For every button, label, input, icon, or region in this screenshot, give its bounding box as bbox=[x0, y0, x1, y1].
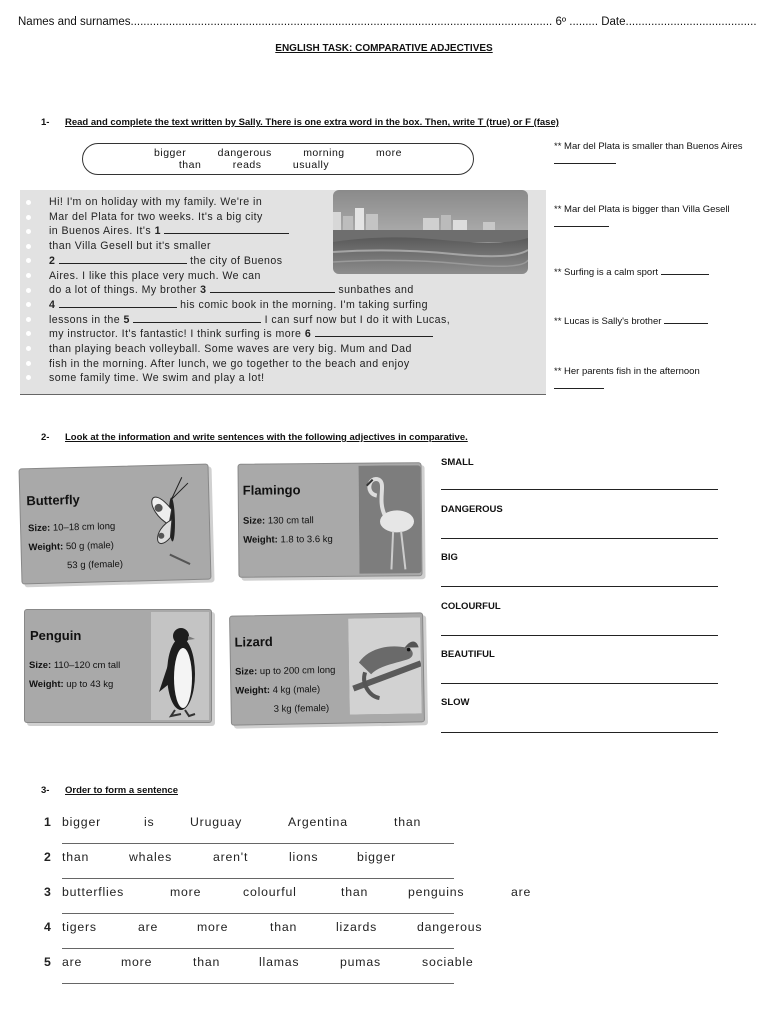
names-field[interactable]: .................................................................................................................................... bbox=[130, 16, 553, 28]
word: penguins bbox=[408, 885, 465, 899]
word-chip: dangerous bbox=[217, 147, 272, 159]
word: colourful bbox=[243, 885, 297, 899]
card-info: Size: up to 200 cm long Weight: 4 kg (male) 3 kg (female) bbox=[234, 664, 336, 715]
tf-answer-3[interactable] bbox=[661, 265, 709, 275]
gap-2[interactable] bbox=[59, 254, 187, 264]
ex3-heading bbox=[41, 785, 178, 796]
tf-statement-3: ** Surfing is a calm sport bbox=[554, 265, 764, 280]
penguin-card bbox=[24, 609, 212, 723]
word-chip: morning bbox=[303, 147, 345, 159]
text-line: than Villa Gesell but it's smaller bbox=[49, 240, 211, 253]
card-name: Flamingo bbox=[242, 482, 301, 498]
word-box-row-1 bbox=[83, 147, 473, 159]
text-line: some family time. We swim and play a lot! bbox=[49, 372, 265, 385]
adjective-beautiful: BEAUTIFUL bbox=[441, 649, 495, 660]
tf-answer-1[interactable] bbox=[554, 154, 616, 164]
card-info: Size: 10–18 cm long Weight: 50 g (male) 53 g (female) bbox=[27, 520, 124, 572]
adjective-colourful: COLOURFUL bbox=[441, 601, 501, 612]
word: tigers bbox=[62, 920, 97, 934]
lizard-illustration bbox=[348, 617, 422, 714]
text-line: Hi! I'm on holiday with my family. We're in bbox=[49, 196, 263, 208]
adjective-small: SMALL bbox=[441, 457, 474, 468]
word: bigger bbox=[357, 850, 396, 864]
word: more bbox=[121, 955, 153, 969]
ex1-heading bbox=[41, 117, 559, 128]
flamingo-card bbox=[238, 462, 423, 578]
text-line: Mar del Plata for two weeks. It's a big city bbox=[49, 210, 263, 223]
tf-statement-5: ** Her parents fish in the afternoon bbox=[554, 365, 744, 394]
gap-number-5: 5 bbox=[123, 313, 130, 326]
word: than bbox=[193, 955, 221, 969]
word: is bbox=[144, 815, 155, 829]
adjective-slow: SLOW bbox=[441, 697, 470, 708]
answer-line-beautiful[interactable] bbox=[441, 683, 718, 684]
gap-number-4: 4 bbox=[49, 298, 56, 311]
tf-statement-2: ** Mar del Plata is bigger than Villa Gesell bbox=[554, 203, 754, 232]
word-chip: usually bbox=[292, 159, 330, 171]
answer-line-big[interactable] bbox=[441, 586, 718, 587]
gap-6[interactable] bbox=[315, 327, 433, 337]
page-title: ENGLISH TASK: COMPARATIVE ADJECTIVES bbox=[275, 43, 493, 54]
date-label: Date bbox=[601, 16, 626, 28]
gap-number-6: 6 bbox=[304, 328, 312, 341]
word: than bbox=[341, 885, 369, 899]
word: are bbox=[138, 920, 159, 934]
text-line: fish in the morning. After lunch, we go together to the beach and enjoy bbox=[49, 357, 410, 370]
word: sociable bbox=[422, 955, 474, 969]
ex2-number: 2- bbox=[41, 432, 50, 443]
word: aren't bbox=[213, 850, 249, 864]
word: pumas bbox=[340, 955, 381, 969]
answer-line-order-4[interactable] bbox=[62, 948, 454, 949]
word: more bbox=[197, 920, 229, 934]
word: are bbox=[62, 955, 83, 969]
word: dangerous bbox=[417, 920, 483, 934]
ex3-instruction: Order to form a sentence bbox=[65, 785, 178, 796]
word: llamas bbox=[259, 955, 300, 969]
ex2-heading bbox=[41, 432, 468, 443]
word: are bbox=[511, 885, 532, 899]
grade-label: 6º bbox=[555, 16, 567, 28]
answer-line-order-2[interactable] bbox=[62, 878, 454, 879]
gap-5[interactable] bbox=[133, 313, 261, 323]
adjective-big: BIG bbox=[441, 552, 458, 563]
card-name: Lizard bbox=[234, 633, 273, 650]
card-info: Size: 110–120 cm tall Weight: up to 43 kg bbox=[29, 660, 121, 690]
word-chip: bigger bbox=[154, 147, 187, 159]
reading-text: Hi! I'm on holiday with my family. We're in Mar del Plata for two weeks. It's a big city in Buenos Aires. It's 1 than Villa Gesell but it's smaller 2 the city of Buenos Aires. I like this place very much. We can do a lot of things. My brother 3 sunbathes and 4 his comic book in the morning. I'm taking surfing lessons in the 5 I can surf now but I do it with Lucas, my instructor. It's fantastic! I think surfing is more 6 than playing beach volleyball. Some waves are very big. Mum and Dad fish in the morning. After lunch, we go together to the beach and enjoy some family time. We swim and play a lot! bbox=[49, 195, 544, 386]
tf-answer-5[interactable] bbox=[554, 379, 604, 389]
answer-line-small[interactable] bbox=[441, 489, 718, 490]
gap-number-3: 3 bbox=[200, 284, 207, 297]
date-field[interactable]: ......................................... bbox=[625, 16, 757, 28]
tf-answer-2[interactable] bbox=[554, 217, 609, 227]
word: lions bbox=[289, 850, 319, 864]
grade-field[interactable]: ......... bbox=[566, 16, 599, 28]
gap-4[interactable] bbox=[59, 298, 177, 308]
word: lizards bbox=[336, 920, 378, 934]
beach-photo bbox=[333, 190, 528, 274]
text-line: Aires. I like this place very much. We can bbox=[49, 269, 261, 282]
card-name: Butterfly bbox=[26, 491, 80, 509]
word: Argentina bbox=[288, 815, 348, 829]
word-box bbox=[82, 143, 474, 175]
card-name: Penguin bbox=[30, 628, 82, 643]
gap-number-1: 1 bbox=[154, 225, 161, 238]
word: than bbox=[270, 920, 298, 934]
gap-1[interactable] bbox=[164, 224, 289, 234]
answer-line-order-1[interactable] bbox=[62, 843, 454, 844]
answer-line-colourful[interactable] bbox=[441, 635, 718, 636]
word: bigger bbox=[62, 815, 101, 829]
tf-answer-4[interactable] bbox=[664, 314, 708, 324]
word: than bbox=[62, 850, 90, 864]
word: butterflies bbox=[62, 885, 125, 899]
word-box-row-2 bbox=[59, 159, 449, 171]
card-info: Size: 130 cm tall Weight: 1.8 to 3.6 kg bbox=[242, 515, 333, 546]
word-chip: reads bbox=[232, 159, 262, 171]
tf-statement-4: ** Lucas is Sally's brother bbox=[554, 314, 754, 329]
answer-line-slow[interactable] bbox=[441, 732, 718, 733]
header-line bbox=[18, 16, 757, 28]
answer-line-order-5[interactable] bbox=[62, 983, 454, 984]
word: whales bbox=[129, 850, 173, 864]
butterfly-illustration bbox=[138, 469, 207, 571]
word: Uruguay bbox=[190, 815, 243, 829]
ex1-instruction: Read and complete the text written by Sally. There is one extra word in the box. Then, write T (true) or F (fase) bbox=[65, 117, 559, 128]
word-chip: than bbox=[178, 159, 202, 171]
gap-3[interactable] bbox=[210, 283, 335, 293]
butterfly-card bbox=[19, 464, 212, 585]
names-label: Names and surnames bbox=[18, 16, 131, 28]
answer-line-dangerous[interactable] bbox=[441, 538, 718, 539]
ex3-number: 3- bbox=[41, 785, 50, 796]
adjective-dangerous: DANGEROUS bbox=[441, 504, 503, 515]
word: than bbox=[394, 815, 422, 829]
word-chip: more bbox=[376, 147, 402, 159]
panel-bullets bbox=[26, 200, 31, 390]
answer-line-order-3[interactable] bbox=[62, 913, 454, 914]
penguin-illustration bbox=[151, 612, 209, 720]
flamingo-illustration bbox=[359, 465, 422, 574]
ex2-instruction: Look at the information and write sentences with the following adjectives in comparative. bbox=[65, 432, 468, 443]
tf-statement-1: ** Mar del Plata is smaller than Buenos Aires bbox=[554, 140, 754, 169]
word: more bbox=[170, 885, 202, 899]
ex1-number: 1- bbox=[41, 117, 50, 128]
lizard-card bbox=[229, 612, 425, 725]
text-line: than playing beach volleyball. Some waves are very big. Mum and Dad bbox=[49, 343, 412, 356]
gap-number-2: 2 bbox=[49, 254, 56, 267]
